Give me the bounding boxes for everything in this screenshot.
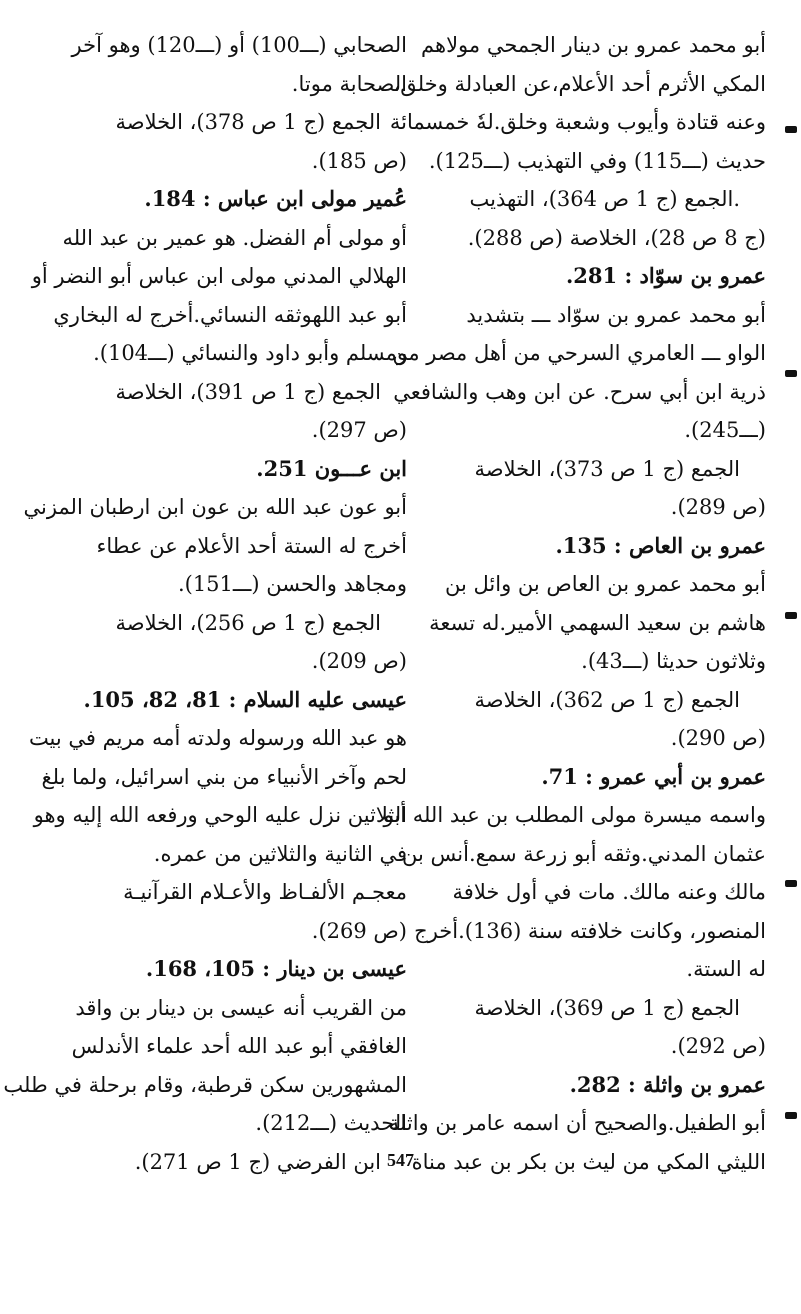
text-line: أبو عون عبد الله بن عون ابن ارطبان المزني [23,495,407,519]
entry-heading: عمرو بن أبي عمرو : 71. [541,763,766,789]
margin-mark [785,612,797,619]
text-line: أو مولى أم الفضل. هو عمير بن عبد الله [62,225,407,250]
text-line: الثلاثين نزل عليه الوحي ورفعه الله إليه وهو [33,803,407,827]
text-line: (ـــ245). [684,418,766,442]
reference-line: الجمع (ج 1 ص 373)، الخلاصة [474,456,740,481]
text-line: ومسلم وأبو داود والنسائي (ـــ104). [93,341,407,365]
entry-heading: عمرو بن سوّاد : 281. [565,263,766,288]
text-line: الصحابة موتا. [291,71,407,96]
text-line: عثمان المدني.وثقه أبو زرعة سمع.أنس بن [402,841,766,866]
text-line: من القريب أنه عيسى بن دينار بن واقد [75,995,407,1020]
text-line: الغافقي أبو عبد الله أحد علماء الأندلس [71,1034,407,1058]
text-line: أبو الطفيل.والصحيح أن اسمه عامر بن واثلة [388,1111,766,1135]
text-line: حديث (ـــ115) وفي التهذيب (ـــ125). [428,148,766,173]
text-line: (ج 8 ص 28)، الخلاصة (ص 288). [467,225,766,250]
reference-line: الجمع (ج 1 ص 378)، الخلاصة [115,110,381,134]
entry-heading: عمرو بن واثلة : 282. [569,1071,766,1097]
text-line: لحم وآخر الأنبياء من بني اسرائيل، ولما بلغ [41,764,407,789]
reference-line: الجمع (ج 1 ص 391)، الخلاصة [115,379,381,404]
text-line: أبو محمد عمرو بن دينار الجمحي مولاهم [421,33,766,57]
text-line: أبو عبد اللهوثقه النسائي.أخرج له البخاري [53,302,407,327]
text-line: له الستة. [686,957,766,981]
entry-heading: عيسى عليه السلام : 81، 82، 105. [83,686,407,712]
margin-mark [785,880,797,887]
reference-line: الجمع (ج 1 ص 256)، الخلاصة [115,610,381,635]
text-line: المكي الأثرم أحد الأعلام،عن العبادلة وخلق، [393,71,766,96]
entry-heading: عمرو بن العاص : 135. [555,532,766,558]
text-line: واسمه ميسرة مولى المطلب بن عبد الله أبو [383,803,766,827]
text-line: هاشم بن سعيد السهمي الأمير.له تسعة [429,610,766,635]
margin-mark [785,370,797,377]
text-line: وثلاثون حديثا (ـــ43). [581,649,766,673]
text-line: الواو ـــ العامري السرحي من أهل مصر من [392,341,766,365]
text-line: الحديث (ـــ212). [255,1111,407,1135]
text-line: ذرية ابن أبي سرح. عن ابن وهب والشافعي [393,379,766,404]
page-number: 547 [387,1150,414,1170]
text-line: (ص 292). [670,1034,766,1058]
entry-heading: عُمير مولى ابن عباس : 184. [144,186,407,211]
text-line: أبو محمد عمرو بن سوّاد ـــ بتشديد [466,302,766,327]
text-line: ومجاهد والحسن (ـــ151). [177,572,407,596]
text-line: (ص 185). [311,148,407,173]
text-line: مالك وعنه مالك. مات في أول خلافة [452,880,766,904]
margin-mark [785,126,797,133]
margin-mark [785,1112,797,1119]
text-line: أبو محمد عمرو بن العاص بن وائل بن [445,572,766,596]
reference-line: الجمع (ج 1 ص 362)، الخلاصة [474,687,740,712]
entry-heading: ابن عـــون 251. [256,455,407,481]
text-line: الليثي المكي من ليث بن بكر بن عبد مناة [411,1149,766,1174]
left-text-column [3,26,407,1181]
reference-line: الجمع (ج 1 ص 369)، الخلاصة [474,995,740,1020]
text-line: (ص 297). [311,418,407,442]
text-line: الهلالي المدني مولى ابن عباس أبو النضر أو [31,264,407,288]
text-line: (ص 209). [311,649,407,673]
text-line: وعنه قتادة وأيوب وشعبة وخلق.لهٗ خمسمائة [389,110,766,134]
text-line: المشهورين سكن قرطبة، وقام برحلة في طلب [3,1072,407,1097]
text-line: (ص 269). [311,918,407,943]
text-line: (ص 290). [670,726,766,750]
text-line: (ص 289). [670,495,766,519]
text-line: في الثانية والثلاثين من عمره. [153,841,407,866]
text-line: أخرج له الستة أحد الأعلام عن عطاء [96,533,407,558]
entry-heading: عيسى بن دينار : 105، 168. [145,956,407,981]
text-line: هو عبد الله ورسوله ولدته أمه مريم في بيت [28,726,407,750]
text-line: معجـم الألفـاظ والأعـلام القرآنيـة [123,880,407,904]
reference-line: ابن الفرضي (ج 1 ص 271). [134,1149,381,1174]
text-line: الصحابي (ـــ100) أو (ـــ120) وهو آخر [71,33,407,57]
reference-line: .الجمع (ج 1 ص 364)، التهذيب [469,187,740,211]
text-line: المنصور، وكانت خلافته سنة (136).أخرج [414,918,766,943]
